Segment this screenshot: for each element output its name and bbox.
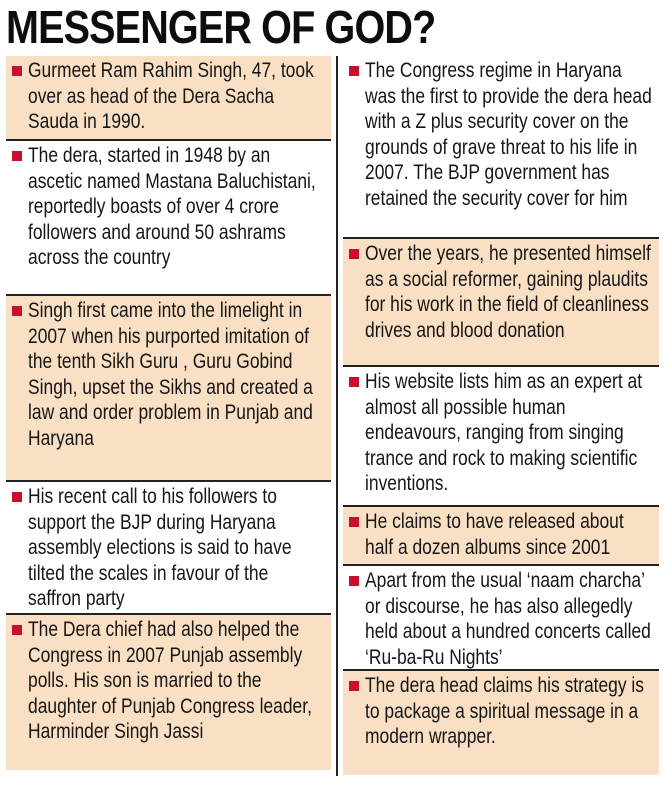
fact-item [343, 239, 659, 367]
fact-item [343, 507, 659, 566]
fact-text: The dera, started in 1948 by an ascetic named Mastana Baluchistani, reportedly boasts of over 4 crore followers and around 50 ashrams across the country [28, 144, 316, 269]
bullet-square-icon [12, 625, 22, 635]
left-column [6, 56, 331, 770]
fact-item [6, 56, 331, 141]
fact-text: Gurmeet Ram Rahim Singh, 47, took over as head of the Dera Sacha Sauda in 1990. [28, 59, 314, 133]
fact-text: Singh first came into the limelight in 2007 when his purported imitation of the tenth Sikh Guru , Guru Gobind Singh, upset the Sikhs and created a law and order problem in Punjab and Haryana [28, 299, 313, 450]
page-title: MESSENGER OF GOD? [6, 1, 436, 53]
bullet-square-icon [12, 306, 22, 316]
bullet-square-icon [349, 681, 359, 691]
right-column [343, 56, 659, 775]
bullet-square-icon [349, 249, 359, 259]
bullet-square-icon [349, 517, 359, 527]
fact-item [343, 671, 659, 775]
fact-item [6, 482, 331, 615]
bullet-square-icon [12, 492, 22, 502]
fact-item [6, 615, 331, 770]
fact-item [343, 367, 659, 507]
fact-item [343, 56, 659, 239]
bullet-square-icon [12, 151, 22, 161]
fact-text: His website lists him as an expert at almost all possible human endeavours, ranging from singing trance and rock to making scientific inventions. [365, 370, 643, 495]
fact-text: Over the years, he presented himself as a social reformer, gaining plaudits for his work in the field of cleanliness drives and blood donation [365, 242, 651, 342]
fact-item [6, 296, 331, 482]
bullet-square-icon [349, 66, 359, 76]
column-divider [336, 56, 338, 776]
fact-text: Apart from the usual ‘naam charcha’ or discourse, he has also allegedly held about a hundred concerts called ‘Ru-ba-Ru Nights’ [365, 569, 651, 669]
fact-text: He claims to have released about half a dozen albums since 2001 [365, 510, 624, 559]
fact-item [6, 141, 331, 296]
fact-text: The dera head claims his strategy is to package a spiritual message in a modern wrapper. [365, 674, 645, 748]
fact-text: His recent call to his followers to support the BJP during Haryana assembly elections is said to have tilted the scales in favour of the saffron party [28, 485, 292, 610]
bullet-square-icon [349, 576, 359, 586]
fact-text: The Congress regime in Haryana was the first to provide the dera head with a Z plus security cover on the grounds of grave threat to his life in 2007. The BJP government has retained the security cover for him [365, 59, 652, 210]
bullet-square-icon [349, 377, 359, 387]
fact-item [343, 566, 659, 671]
fact-text: The Dera chief had also helped the Congress in 2007 Punjab assembly polls. His son is married to the daughter of Punjab Congress leader, Harminder Singh Jassi [28, 618, 312, 743]
bullet-square-icon [12, 66, 22, 76]
